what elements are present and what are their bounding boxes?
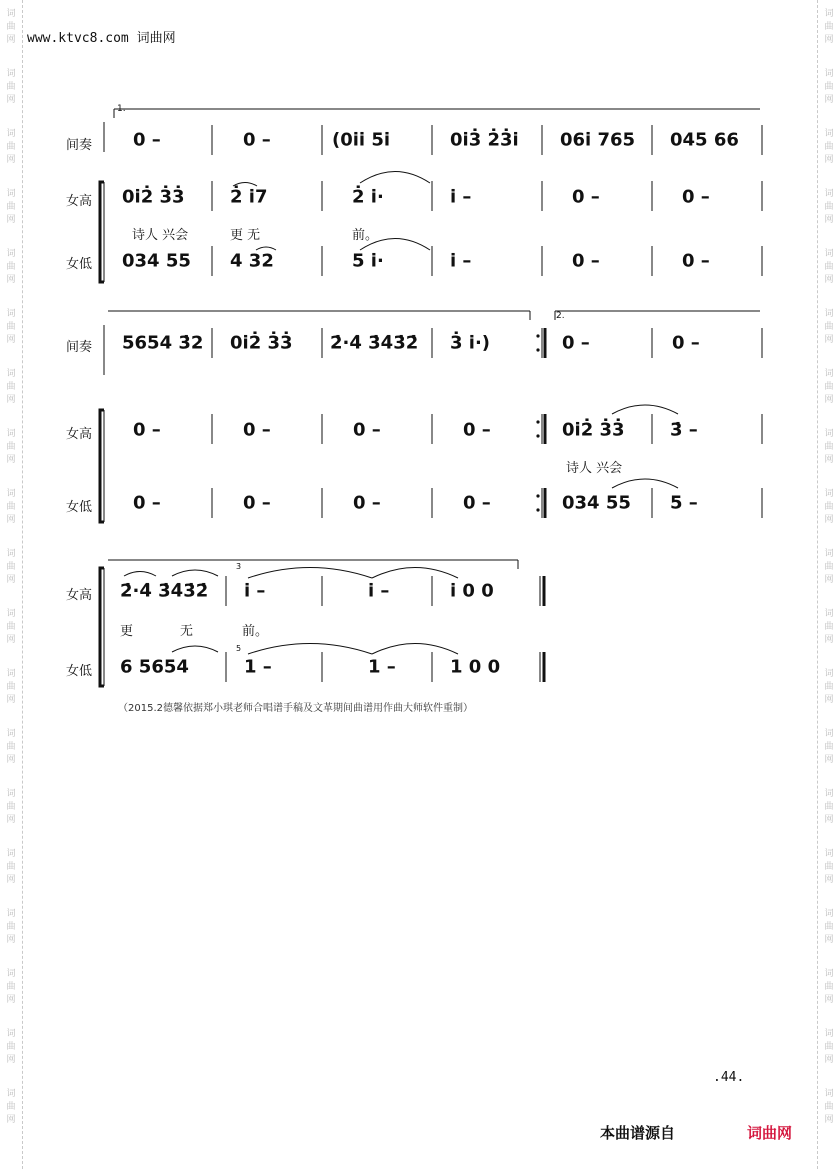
watermark-mark: 词 曲 网	[824, 9, 834, 45]
s1-lyric-1: 诗人 兴会	[132, 228, 189, 243]
s3-alto-m3: 1 –	[368, 656, 396, 678]
label-interlude-1: 间奏	[66, 138, 93, 153]
label-soprano-2: 女高	[66, 427, 93, 442]
watermark-mark: 词 曲 网	[6, 729, 16, 765]
s1-lyric-3: 前。	[352, 228, 379, 243]
watermark-mark: 词 曲 网	[824, 549, 834, 585]
watermark-mark: 词 曲 网	[6, 1029, 16, 1065]
grace-note-alto: 5	[236, 644, 242, 653]
watermark-mark: 词 曲 网	[6, 489, 16, 525]
s2-interlude-m5: 0 –	[562, 332, 590, 354]
watermark-mark: 词 曲 网	[6, 849, 16, 885]
s3-lyric-1: 更	[120, 624, 134, 639]
s1-interlude-m6: 045 66	[670, 129, 739, 151]
s1-alto-m3: 5 i̇·	[352, 250, 384, 272]
s3-soprano-m4: i̇ 0 0	[450, 580, 494, 602]
label-alto-2: 女低	[66, 500, 93, 515]
watermark-mark: 词 曲 网	[824, 729, 834, 765]
watermark-mark: 词 曲 网	[6, 789, 16, 825]
watermark-mark: 词 曲 网	[824, 1089, 834, 1125]
watermark-mark: 词 曲 网	[824, 429, 834, 465]
watermark-mark: 词 曲 网	[6, 9, 16, 45]
s1-alto-m5: 0 –	[572, 250, 600, 272]
watermark-mark: 词 曲 网	[824, 669, 834, 705]
s2-alto-m6: 5 –	[670, 492, 698, 514]
s1-soprano-m2: 2̇ i̇7	[230, 186, 268, 208]
s2-alto-m1: 0 –	[133, 492, 161, 514]
label-alto-3: 女低	[66, 664, 93, 679]
label-soprano-1: 女高	[66, 194, 93, 209]
watermark-mark: 词 曲 网	[6, 909, 16, 945]
s3-lyric-2: 无	[180, 624, 194, 639]
s1-soprano-m5: 0 –	[572, 186, 600, 208]
s1-alto-m1: 034 55	[122, 250, 191, 272]
s1-soprano-m3: 2̇ i̇·	[352, 186, 384, 208]
s1-interlude-m2: 0 –	[243, 129, 271, 151]
watermark-mark: 词 曲 网	[6, 429, 16, 465]
watermark-mark: 词 曲 网	[824, 1029, 834, 1065]
s3-alto-m1: 6 5654	[120, 656, 189, 678]
watermark-mark: 词 曲 网	[824, 489, 834, 525]
watermark-mark: 词 曲 网	[824, 369, 834, 405]
watermark-mark: 词 曲 网	[824, 969, 834, 1005]
label-interlude-2: 间奏	[66, 340, 93, 355]
s2-alto-m3: 0 –	[353, 492, 381, 514]
watermark-mark: 词 曲 网	[824, 609, 834, 645]
s3-lyric-3: 前。	[242, 624, 269, 639]
s1-interlude-m5: 06i̇ 765	[560, 129, 636, 151]
watermark-mark: 词 曲 网	[824, 189, 834, 225]
watermark-mark: 词 曲 网	[6, 309, 16, 345]
watermark-mark: 词 曲 网	[824, 129, 834, 165]
watermark-mark: 词 曲 网	[6, 549, 16, 585]
footnote: （2015.2德馨依据郑小琪老师合唱谱手稿及文革期间曲谱用作曲大师软件重制）	[118, 703, 473, 714]
s1-lyric-2: 更 无	[230, 228, 261, 243]
watermark-mark: 词 曲 网	[824, 849, 834, 885]
watermark-mark: 词 曲 网	[6, 249, 16, 285]
s3-soprano-m3: i̇ –	[368, 580, 390, 602]
watermark-mark: 词 曲 网	[824, 309, 834, 345]
s1-alto-m4: i̇ –	[450, 250, 472, 272]
s1-soprano-m1: 0i̇2̇ 3̇3̇	[122, 186, 185, 208]
s3-soprano-m1: 2̇·4̇ 3̇4̇3̇2̇	[120, 580, 209, 602]
s3-alto-m4: 1 0 0	[450, 656, 501, 678]
s2-alto-m2: 0 –	[243, 492, 271, 514]
volta-second: 2.	[556, 311, 565, 321]
s2-lyric-1: 诗人 兴会	[566, 461, 623, 476]
page-number: .44.	[713, 1070, 745, 1085]
watermark-mark: 词 曲 网	[6, 189, 16, 225]
s3-alto-m2: 1 –	[244, 656, 272, 678]
s1-alto-m6: 0 –	[682, 250, 710, 272]
s1-interlude-m1: 0 –	[133, 129, 161, 151]
brand-link[interactable]: 词曲网	[747, 1124, 793, 1142]
site-header: www.ktvc8.com 词曲网	[27, 31, 176, 46]
s2-interlude-m1: 5654 3̇2	[122, 332, 204, 354]
s1-soprano-m6: 0 –	[682, 186, 710, 208]
s3-soprano-m2: i̇ –	[244, 580, 266, 602]
s2-soprano-m4: 0 –	[463, 419, 491, 441]
volta-first: 1.	[117, 104, 126, 114]
s2-interlude-m3: 2̇·4̇ 3̇4̇3̇2̇	[330, 332, 419, 354]
watermark-mark: 词 曲 网	[6, 129, 16, 165]
s2-soprano-m2: 0 –	[243, 419, 271, 441]
watermark-mark: 词 曲 网	[824, 249, 834, 285]
grace-note-soprano: 3̇	[236, 562, 242, 571]
label-soprano-3: 女高	[66, 588, 93, 603]
watermark-mark: 词 曲 网	[6, 1089, 16, 1125]
s1-interlude-m3: (0i̇i̇ 5i̇	[332, 129, 391, 151]
watermark-mark: 词 曲 网	[6, 669, 16, 705]
watermark-mark: 词 曲 网	[824, 69, 834, 105]
watermark-mark: 词 曲 网	[824, 789, 834, 825]
s2-interlude-m4: 3̇ i̇·)	[450, 332, 491, 354]
s2-soprano-m3: 0 –	[353, 419, 381, 441]
s1-interlude-m4: 0i̇3̇ 2̇3̇i̇	[450, 129, 519, 151]
s2-soprano-m1: 0 –	[133, 419, 161, 441]
watermark-mark: 词 曲 网	[6, 369, 16, 405]
watermark-mark: 词 曲 网	[824, 909, 834, 945]
watermark-mark: 词 曲 网	[6, 69, 16, 105]
s2-alto-m5: 034 55	[562, 492, 631, 514]
s1-alto-m2: 4 32	[230, 250, 274, 272]
s2-interlude-m2: 0i̇2̇ 3̇3̇	[230, 332, 293, 354]
s2-interlude-m6: 0 –	[672, 332, 700, 354]
label-alto-1: 女低	[66, 257, 93, 272]
source-label: 本曲谱源自	[600, 1124, 676, 1142]
watermark-mark: 词 曲 网	[6, 969, 16, 1005]
s2-alto-m4: 0 –	[463, 492, 491, 514]
s2-soprano-m6: 3̇ –	[670, 419, 698, 441]
s2-soprano-m5: 0i̇2̇ 3̇3̇	[562, 419, 625, 441]
s1-soprano-m4: i̇ –	[450, 186, 472, 208]
watermark-mark: 词 曲 网	[6, 609, 16, 645]
